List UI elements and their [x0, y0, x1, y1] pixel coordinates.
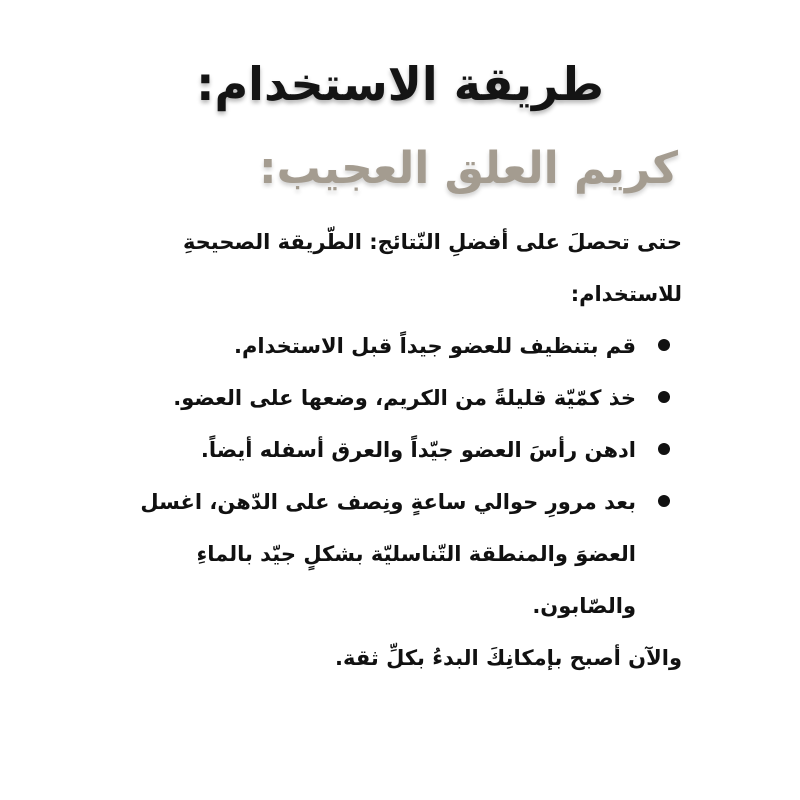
usage-steps-list: [102, 320, 682, 632]
step-text: خذ كمّيّة قليلةً من الكريم، وضعها على العضو.: [173, 386, 636, 410]
product-subtitle: كريم العلق العجيب:: [259, 143, 678, 194]
list-item: [102, 476, 682, 632]
bullet-icon: [658, 391, 670, 403]
list-item: [102, 424, 682, 476]
step-text: قم بتنظيف للعضو جيداً قبل الاستخدام.: [233, 334, 636, 358]
step-text: ادهن رأسَ العضو جيّداً والعرق أسفله أيضاً.: [200, 438, 636, 462]
step-text: بعد مرورِ حوالي ساعةٍ ونِصف على الدّهن، اغسل العضوَ والمنطقة التّناسليّة بشكلٍ جيّد بالماءِ والصّابون.: [140, 490, 636, 618]
closing-text: والآن أصبح بإمكانِكَ البدءُ بكلِّ ثقة.: [335, 646, 682, 670]
bullet-icon: [658, 495, 670, 507]
bullet-icon: [658, 339, 670, 351]
intro-text: حتى تحصلَ على أفضلِ النّتائج: الطّريقة الصحيحةِ للاستخدام:: [182, 230, 682, 306]
list-item: [102, 372, 682, 424]
page-title: طريقة الاستخدام:: [196, 57, 604, 111]
bullet-icon: [658, 443, 670, 455]
list-item: [102, 320, 682, 372]
